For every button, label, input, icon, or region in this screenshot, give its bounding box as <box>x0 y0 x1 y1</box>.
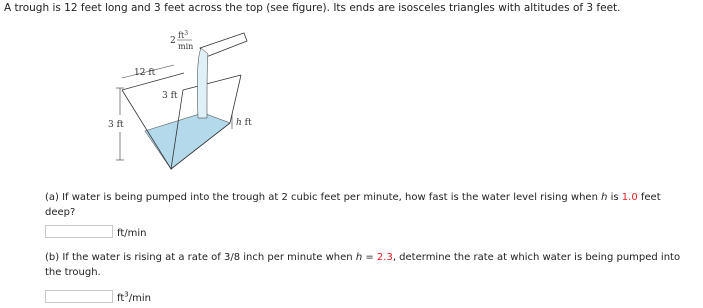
water-surface <box>145 113 230 169</box>
question-b: (b) If the water is rising at a rate of 3/8 inch per minute when h = 2.3, determine the rate at which water is being pumped into the trough. <box>45 252 681 278</box>
rate-denominator: min <box>178 42 194 51</box>
given-depth-value: 1.0 <box>621 192 638 203</box>
top-back-edge <box>183 75 241 90</box>
answer-b-unit: $ft^3/\min$ <box>117 290 151 304</box>
question-a: (a) If water is being pumped into the trough at 2 cubic feet per minute, how fast is the water level rising when h is 1.0 feet deep? <box>45 192 661 218</box>
given-h-value: 2.3 <box>376 252 393 263</box>
h-label: h ft <box>236 118 252 128</box>
altitude-label: 3 ft <box>108 120 124 130</box>
answer-b-input[interactable] <box>45 290 113 303</box>
right-edge <box>230 75 241 123</box>
water-stream <box>197 48 208 118</box>
trough-figure <box>104 30 254 170</box>
problem-statement: A trough is 12 feet long and 3 feet across the top (see figure). Its ends are isosceles triangles with altitudes of 3 feet. <box>4 2 621 14</box>
answer-b-row <box>45 286 151 305</box>
answer-a-input[interactable] <box>45 225 113 238</box>
answer-a-unit: ft/min <box>117 228 147 239</box>
rate-coefficient: 2 <box>170 36 176 46</box>
length-label: 12 ft <box>134 68 156 78</box>
answer-a-row <box>45 221 147 240</box>
rate-numerator: $ft^3$ <box>178 30 189 40</box>
top-width-label: 3 ft <box>162 91 178 101</box>
